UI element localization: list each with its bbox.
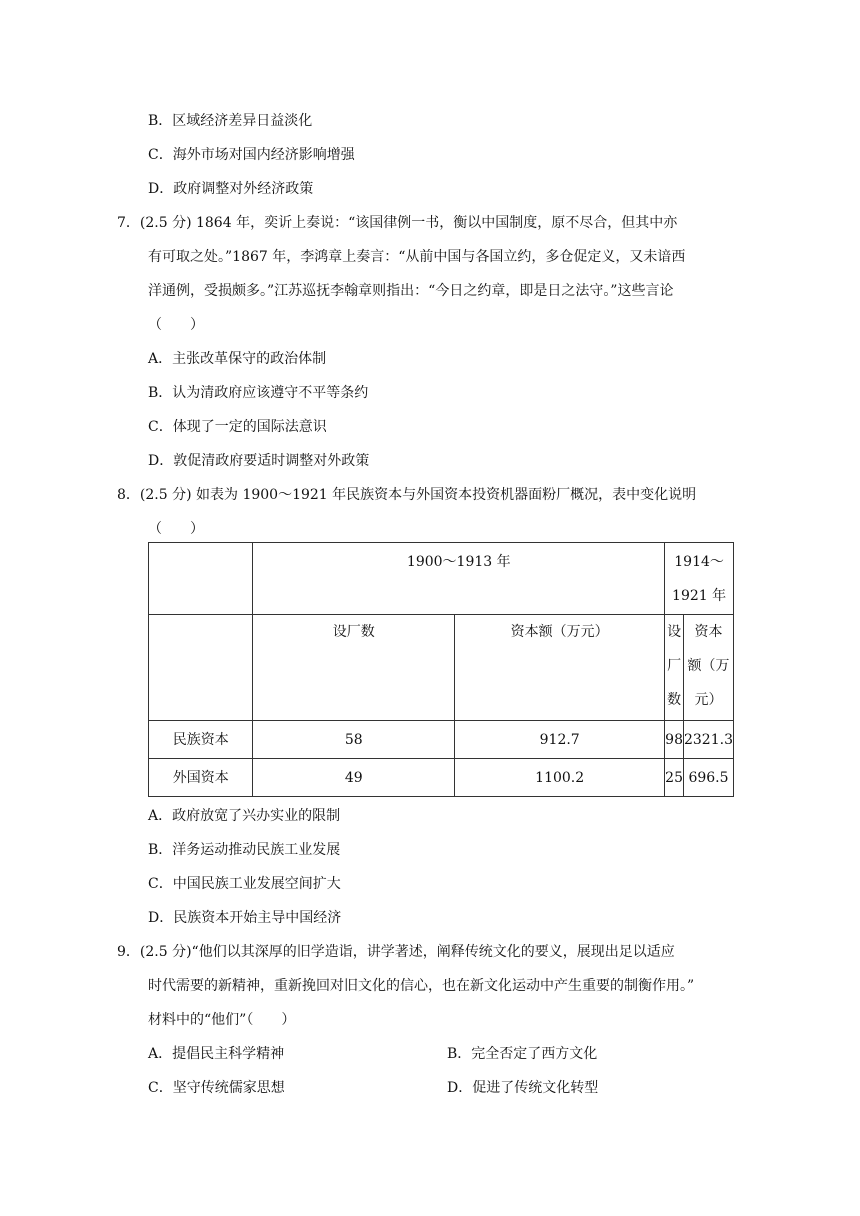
count-header: 设厂数 xyxy=(253,615,455,721)
table-blank-cell xyxy=(149,615,253,721)
q7-option-b: B．认为清政府应该遵守不平等条约 xyxy=(148,385,369,401)
cell-capital-2: 696.5 xyxy=(683,759,733,797)
q9-option-c: C．坚守传统儒家思想 xyxy=(148,1080,285,1096)
row-label: 民族资本 xyxy=(149,721,253,759)
table-header-row-2 xyxy=(149,615,734,721)
capital-header: 资本额（万元） xyxy=(455,615,665,721)
q7-line-2: 有可取之处。”1867 年，李鸿章上奏言：“从前中国与各国立约，多仓促定义，又未谙西 xyxy=(148,249,686,265)
q7-option-c: C．体现了一定的国际法意识 xyxy=(148,419,327,435)
cell-count-1: 58 xyxy=(253,721,455,759)
q7-option-d: D．敦促清政府要适时调整对外政策 xyxy=(148,453,370,469)
q8-line-1: 8．(2.5 分) 如表为 1900～1921 年民族资本与外国资本投资机器面粉厂概况，表中变化说明 xyxy=(117,487,697,503)
table-row xyxy=(149,721,734,759)
q8-option-c: C．中国民族工业发展空间扩大 xyxy=(148,876,341,892)
q8-option-b: B．洋务运动推动民族工业发展 xyxy=(148,842,341,858)
q9-option-d: D．促进了传统文化转型 xyxy=(447,1080,599,1096)
data-table xyxy=(148,542,734,797)
count-header-2: 设 厂 数 xyxy=(665,615,684,721)
cell-count-1: 49 xyxy=(253,759,455,797)
period-1-header: 1900～1913 年 xyxy=(253,543,665,615)
cell-capital-2: 2321.3 xyxy=(683,721,733,759)
q7-line-1: 7．(2.5 分) 1864 年，奕䜣上奏说：“该国律例一书，衡以中国制度，原不尽合，但其中亦 xyxy=(117,215,678,231)
option-b-prev: B．区域经济差异日益淡化 xyxy=(148,113,313,129)
cell-count-2: 25 xyxy=(665,759,684,797)
cell-count-2: 98 xyxy=(665,721,684,759)
q8-option-d: D．民族资本开始主导中国经济 xyxy=(148,910,342,926)
table-corner-cell xyxy=(149,543,253,615)
q9-option-b: B．完全否定了西方文化 xyxy=(447,1046,598,1062)
q8-option-a: A．政府放宽了兴办实业的限制 xyxy=(148,808,341,824)
q9-line-2: 时代需要的新精神，重新挽回对旧文化的信心，也在新文化运动中产生重要的制衡作用。” xyxy=(148,978,695,994)
q9-option-a: A．提倡民主科学精神 xyxy=(148,1046,285,1062)
table-header-row-1 xyxy=(149,543,734,615)
q9-line-1: 9．(2.5 分)“他们以其深厚的旧学造诣，讲学著述，阐释传统文化的要义，展现出足以适应 xyxy=(117,944,675,960)
q7-line-3: 洋通例，受损颇多。”江苏巡抚李翰章则指出：“今日之约章，即是日之法守。”这些言论 xyxy=(148,283,674,299)
table-row xyxy=(149,759,734,797)
period-2-header: 1914～ 1921 年 xyxy=(665,543,734,615)
q9-line-3: 材料中的“他们”（ ） xyxy=(148,1012,296,1028)
option-c-prev: C．海外市场对国内经济影响增强 xyxy=(148,147,355,163)
cell-capital-1: 1100.2 xyxy=(455,759,665,797)
cell-capital-1: 912.7 xyxy=(455,721,665,759)
q7-line-4: （ ） xyxy=(148,317,204,333)
q8-line-2: （ ） xyxy=(148,521,204,537)
row-label: 外国资本 xyxy=(149,759,253,797)
q7-option-a: A．主张改革保守的政治体制 xyxy=(148,351,327,367)
capital-header-2: 资本 额（万 元） xyxy=(683,615,733,721)
option-d-prev: D．政府调整对外经济政策 xyxy=(148,181,314,197)
